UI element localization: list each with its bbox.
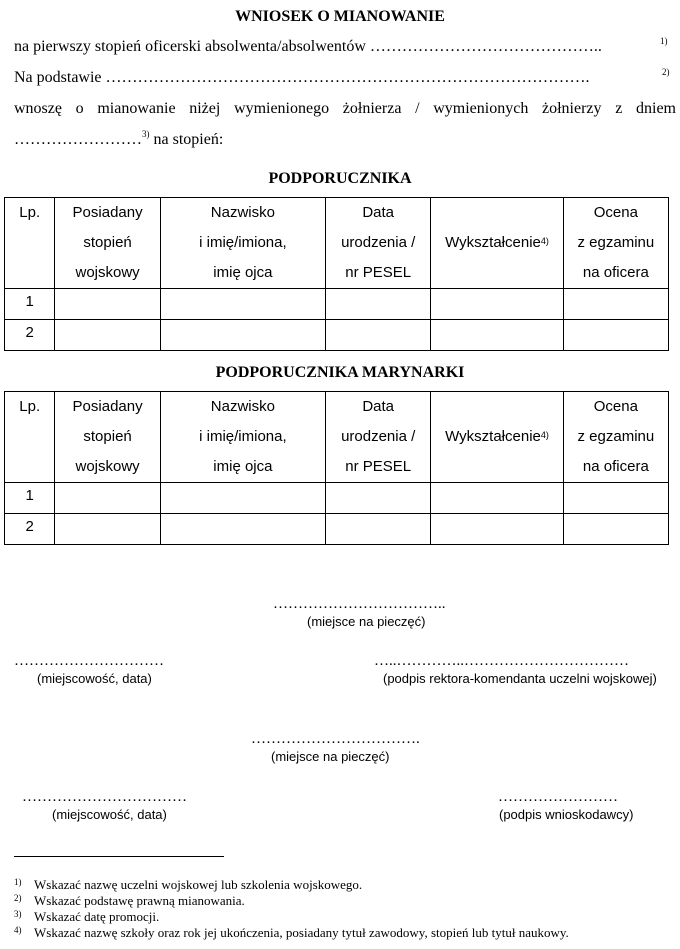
cell-nazwisko[interactable] <box>160 289 325 320</box>
place-date-dots-2[interactable]: …………………………… <box>22 789 187 805</box>
header-data-urodzenia: Data urodzenia / nr PESEL <box>326 198 431 289</box>
cell-data[interactable] <box>326 514 431 545</box>
document-title: WNIOSEK O MIANOWANIE <box>235 8 445 25</box>
row-number: 2 <box>5 514 55 545</box>
table-podporucznika <box>4 197 669 351</box>
header-wyksztalcenie: Wykształcenie$^{4)}$ <box>431 198 563 289</box>
intro-line-2-text: Na podstawie ………………………………………………………………………………. <box>14 69 590 86</box>
rector-signature-dots[interactable]: …..…………..…………………………… <box>374 653 629 669</box>
cell-nazwisko[interactable] <box>160 483 325 514</box>
header-nazwisko: Nazwisko i imię/imiona, imię ojca <box>160 198 325 289</box>
intro-line-2 <box>14 69 590 87</box>
footnote-3-number: 3) <box>14 909 22 919</box>
applicant-signature-dots[interactable]: …………………… <box>498 789 618 805</box>
intro-line-1 <box>14 38 602 56</box>
header-nazwisko: Nazwisko i imię/imiona, imię ojca <box>160 392 325 483</box>
table-row <box>5 483 669 514</box>
header-stopien: Posiadany stopień wojskowy <box>55 392 160 483</box>
cell-nazwisko[interactable] <box>160 320 325 351</box>
footnote-ref-3: 3) <box>142 129 150 139</box>
cell-wyksztalcenie[interactable] <box>431 320 563 351</box>
header-wyksztalcenie: Wykształcenie$^{4)}$ <box>431 392 563 483</box>
cell-data[interactable] <box>326 320 431 351</box>
footnote-2-number: 2) <box>14 893 22 903</box>
cell-wyksztalcenie[interactable] <box>431 289 563 320</box>
cell-wyksztalcenie[interactable] <box>431 483 563 514</box>
cell-data[interactable] <box>326 289 431 320</box>
place-date-label-1: (miejscowość, data) <box>37 671 152 686</box>
footnote-1-text: Wskazać nazwę uczelni wojskowej lub szkolenia wojskowego. <box>34 877 363 892</box>
footnote-ref-1: 1) <box>660 36 668 46</box>
footnote-2 <box>14 893 245 909</box>
table-marynarki <box>4 391 669 545</box>
footnote-separator <box>14 856 224 857</box>
date-dots: …………………… <box>14 131 142 148</box>
row-number: 1 <box>5 483 55 514</box>
table-row <box>5 514 669 545</box>
row-number: 1 <box>5 289 55 320</box>
footnote-4-text: Wskazać nazwę szkoły oraz rok jej ukończenia, posiadany tytuł zawodowy, stopień lub tytuł naukowy. <box>34 925 569 940</box>
place-date-dots-1[interactable]: ………………………… <box>14 653 164 669</box>
cell-wyksztalcenie[interactable] <box>431 514 563 545</box>
cell-ocena[interactable] <box>563 320 668 351</box>
header-ocena: Ocena z egzaminu na oficera <box>563 392 668 483</box>
table-header-row <box>5 392 669 483</box>
intro-line-4 <box>14 131 223 149</box>
intro-line-4-text: na stopień: <box>149 131 224 148</box>
footnote-1 <box>14 877 362 893</box>
cell-ocena[interactable] <box>563 514 668 545</box>
cell-stopien[interactable] <box>55 483 160 514</box>
stamp-label-1: (miejsce na pieczęć) <box>307 614 426 629</box>
header-ocena: Ocena z egzaminu na oficera <box>563 198 668 289</box>
cell-ocena[interactable] <box>563 289 668 320</box>
rector-signature-label: (podpis rektora-komendanta uczelni wojskowej) <box>383 671 657 686</box>
stamp-label-2: (miejsce na pieczęć) <box>271 749 390 764</box>
table-header-row <box>5 198 669 289</box>
header-lp: Lp. <box>5 392 55 483</box>
stamp-dots-2[interactable]: ……………………………. <box>251 731 420 747</box>
intro-line-1-text: na pierwszy stopień oficerski absolwenta/absolwentów …………………………………….. <box>14 38 602 55</box>
intro-line-3: wnoszę o mianowanie niżej wymienionego żołnierza / wymienionych żołnierzy z dniem <box>14 100 676 117</box>
section-heading-podporucznika: PODPORUCZNIKA <box>268 170 412 187</box>
cell-nazwisko[interactable] <box>160 514 325 545</box>
header-data-urodzenia: Data urodzenia / nr PESEL <box>326 392 431 483</box>
footnote-3 <box>14 909 159 925</box>
stamp-dots-1[interactable]: …………………………….. <box>273 596 446 612</box>
cell-stopien[interactable] <box>55 289 160 320</box>
table-row <box>5 320 669 351</box>
cell-data[interactable] <box>326 483 431 514</box>
table-row <box>5 289 669 320</box>
footnote-2-text: Wskazać podstawę prawną mianowania. <box>34 893 245 908</box>
place-date-label-2: (miejscowość, data) <box>52 807 167 822</box>
cell-stopien[interactable] <box>55 320 160 351</box>
footnote-3-text: Wskazać datę promocji. <box>34 909 160 924</box>
header-stopien: Posiadany stopień wojskowy <box>55 198 160 289</box>
cell-stopien[interactable] <box>55 514 160 545</box>
row-number: 2 <box>5 320 55 351</box>
cell-ocena[interactable] <box>563 483 668 514</box>
footnote-4-number: 4) <box>14 925 22 935</box>
footnote-ref-2: 2) <box>662 67 670 77</box>
section-heading-marynarki: PODPORUCZNIKA MARYNARKI <box>215 364 465 381</box>
applicant-signature-label: (podpis wnioskodawcy) <box>499 807 634 822</box>
header-lp: Lp. <box>5 198 55 289</box>
footnote-1-number: 1) <box>14 877 22 887</box>
footnote-4 <box>14 925 569 941</box>
